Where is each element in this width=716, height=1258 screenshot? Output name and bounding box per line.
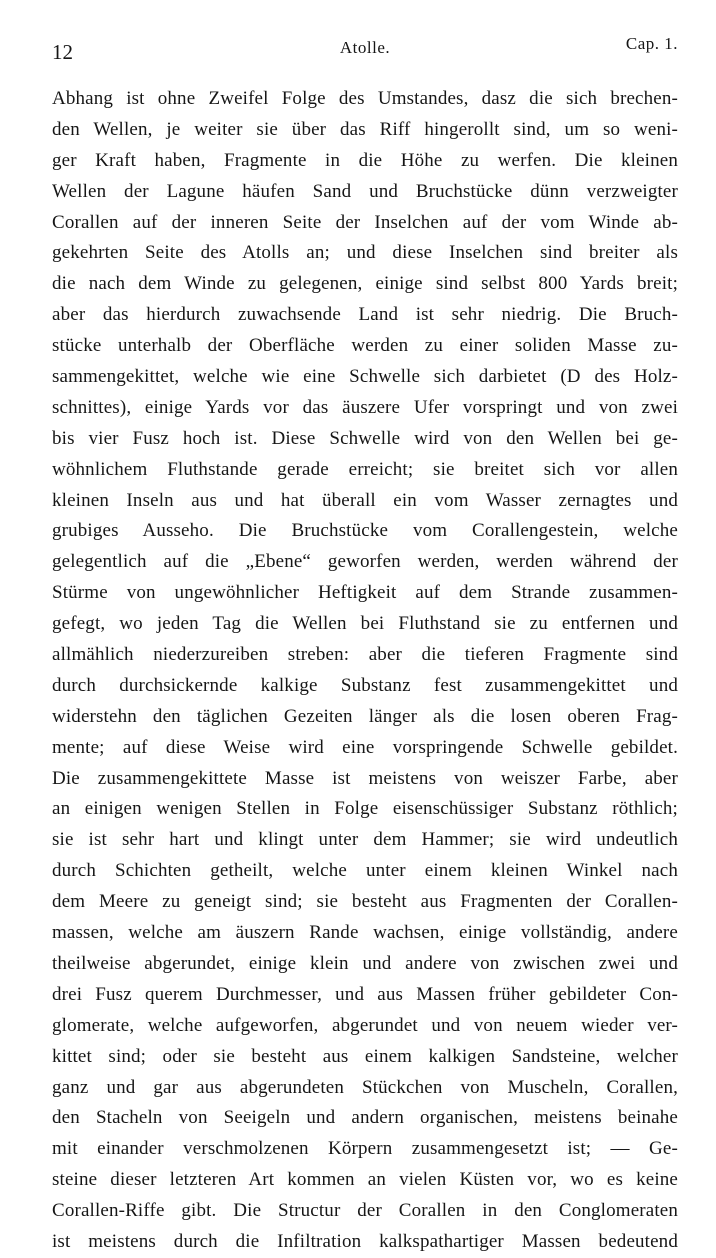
text-line: schnittes), einige Yards vor das äuszere Ufer vorspringt und von zwei (52, 396, 678, 418)
text-line: aber das hierdurch zuwachsende Land ist sehr niedrig. Die Bruch- (52, 304, 678, 326)
text-line: mit einander verschmolzenen Körpern zusammengesetzt ist; — Ge- (52, 1138, 678, 1160)
text-line: Corallen-Riffe gibt. Die Structur der Corallen in den Conglomeraten (52, 1200, 678, 1222)
page-header (52, 34, 678, 64)
text-line: Wellen der Lagune häufen Sand und Bruchstücke dünn verzweigter (52, 180, 678, 202)
text-line: dem Meere zu geneigt sind; sie besteht aus Fragmenten der Corallen- (52, 891, 678, 913)
text-line: Stürme von ungewöhnlicher Heftigkeit auf dem Strande zusammen- (52, 582, 678, 604)
text-line: ger Kraft haben, Fragmente in die Höhe zu werfen. Die kleinen (52, 149, 678, 171)
text-line: den Stacheln von Seeigeln und andern organischen, meistens beinahe (52, 1107, 678, 1129)
text-line: an einigen wenigen Stellen in Folge eisenschüssiger Substanz röthlich; (52, 798, 678, 820)
text-line: grubiges Ausseho. Die Bruchstücke vom Corallengestein, welche (52, 520, 678, 542)
text-line: durch durchsickernde kalkige Substanz fest zusammengekittet und (52, 674, 678, 696)
text-line: bis vier Fusz hoch ist. Diese Schwelle wird von den Wellen bei ge- (52, 427, 678, 449)
text-line: sie ist sehr hart und klingt unter dem Hammer; sie wird undeutlich (52, 829, 678, 851)
text-line: kleinen Inseln aus und hat überall ein vom Wasser zernagtes und (52, 489, 678, 511)
chapter-label: Cap. 1. (625, 34, 678, 53)
text-line: die nach dem Winde zu gelegenen, einige sind selbst 800 Yards breit; (52, 273, 678, 295)
text-line: drei Fusz querem Durchmesser, und aus Massen früher gebildeter Con- (52, 983, 678, 1005)
text-line: gefegt, wo jeden Tag die Wellen bei Fluthstand sie zu entfernen und (52, 613, 678, 635)
text-line: mente; auf diese Weise wird eine vorspringende Schwelle gebildet. (52, 736, 678, 758)
text-line: steine dieser letzteren Art kommen an vielen Küsten vor, wo es keine (52, 1169, 678, 1191)
text-line: stücke unterhalb der Oberfläche werden zu einer soliden Masse zu- (52, 335, 678, 357)
text-line: Abhang ist ohne Zweifel Folge des Umstandes, dasz die sich brechen- (52, 88, 678, 109)
text-line: ganz und gar aus abgerundeten Stückchen von Muscheln, Corallen, (52, 1076, 678, 1098)
text-line: kittet sind; oder sie besteht aus einem kalkigen Sandsteine, welcher (52, 1045, 678, 1067)
text-line: durch Schichten getheilt, welche unter einem kleinen Winkel nach (52, 860, 678, 882)
text-line: Die zusammengekittete Masse ist meistens von weiszer Farbe, aber (52, 767, 678, 789)
text-line: widerstehn den täglichen Gezeiten länger als die losen oberen Frag- (52, 705, 678, 727)
text-line: gelegentlich auf die „Ebene“ geworfen werden, werden während der (52, 551, 678, 573)
text-line: gekehrten Seite des Atolls an; und diese Inselchen sind breiter als (52, 242, 678, 264)
text-line: theilweise abgerundet, einige klein und andere von zwischen zwei und (52, 952, 678, 974)
text-line: glomerate, welche aufgeworfen, abgerundet und von neuem wieder ver- (52, 1014, 678, 1036)
text-line: sammengekittet, welche wie eine Schwelle sich darbietet (D des Holz- (52, 366, 678, 388)
text-line: massen, welche am äuszern Rande wachsen, einige vollständig, andere (52, 922, 678, 944)
body-text (52, 84, 678, 1258)
text-line: ist meistens durch die Infiltration kalkspathartiger Massen bedeutend (52, 1230, 678, 1252)
text-line: wöhnlichem Fluthstande gerade erreicht; sie breitet sich vor allen (52, 458, 678, 480)
text-line: allmählich niederzureiben streben: aber die tieferen Fragmente sind (52, 644, 678, 666)
text-line: den Wellen, je weiter sie über das Riff hingerollt sind, um so weni- (52, 118, 678, 140)
page-number: 12 (52, 40, 73, 64)
text-line: Corallen auf der inneren Seite der Inselchen auf der vom Winde ab- (52, 211, 678, 233)
running-title: Atolle. (339, 38, 391, 57)
